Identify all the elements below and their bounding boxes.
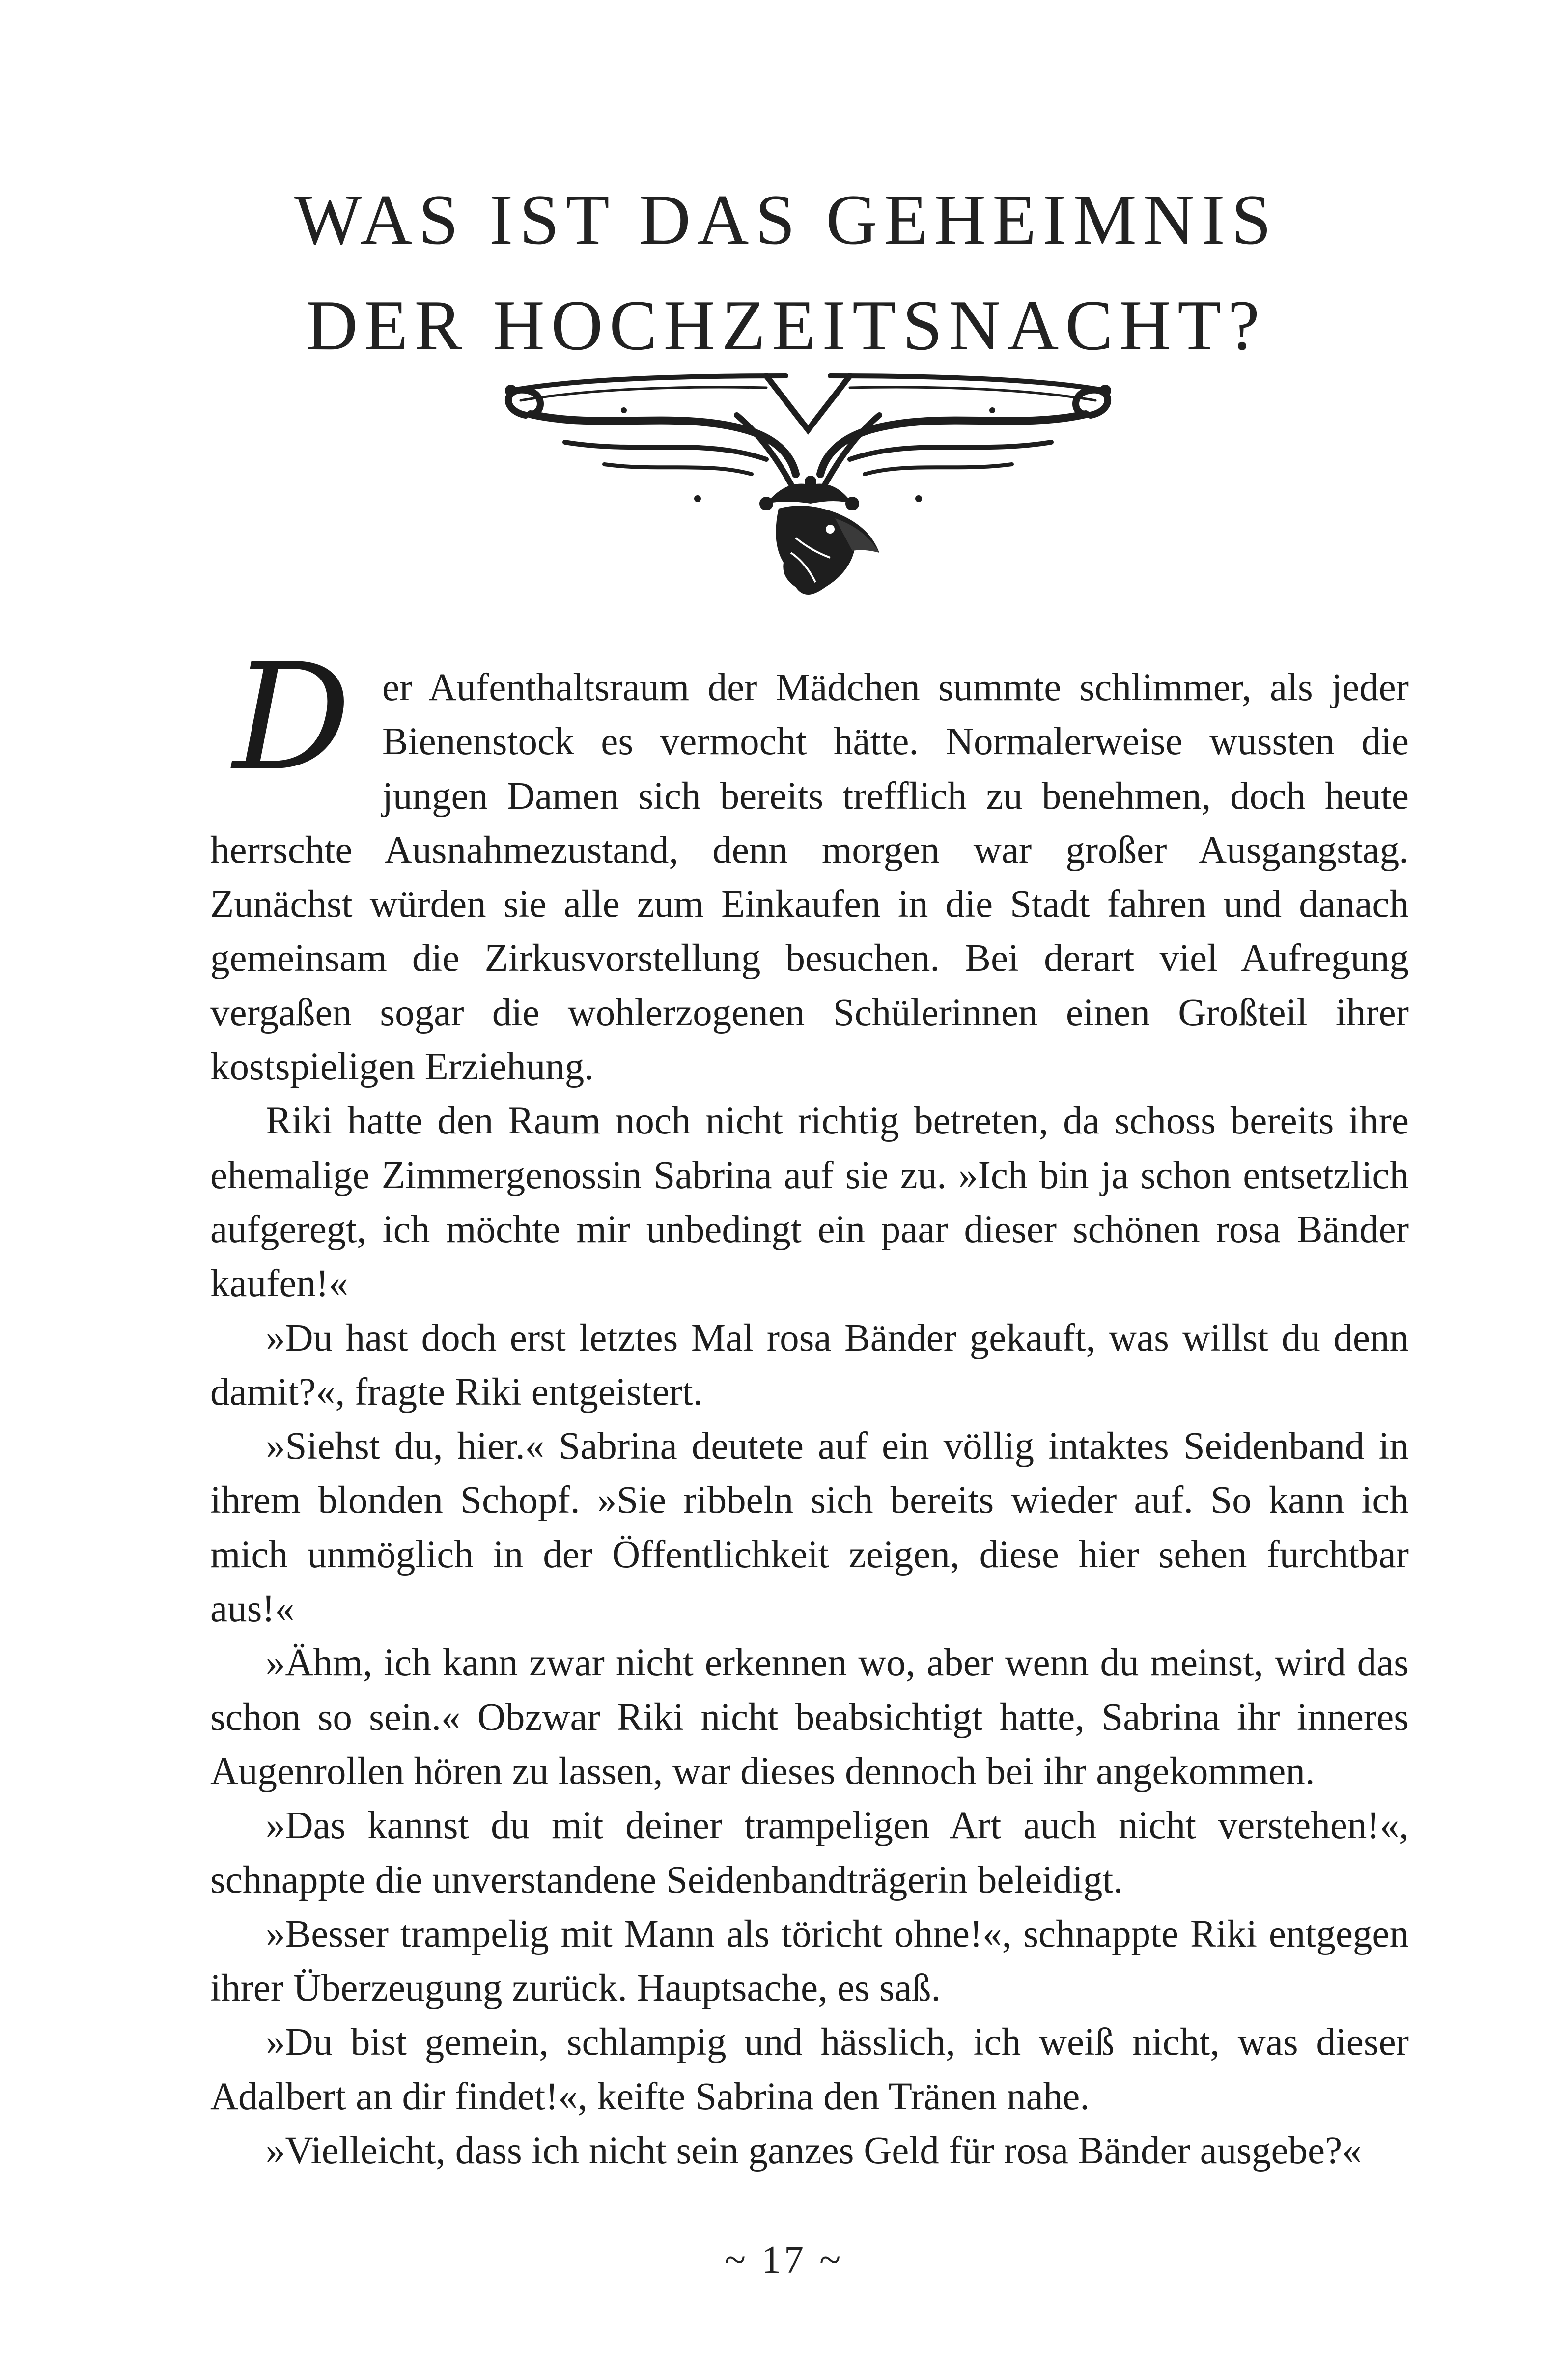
body-text <box>210 632 1409 2178</box>
chapter-title <box>206 167 1366 378</box>
drop-cap: D <box>232 632 351 803</box>
paragraph: Riki hatte den Raum noch nicht richtig betreten, da schoss bereits ihre ehemalige Zimmergenossin Sabrina auf sie zu. »Ich bin ja schon entsetzlich aufgeregt, ich möchte mir unbedingt ein paar dieser schönen rosa Bänder kaufen!« <box>210 1100 1409 1305</box>
paragraph: »Vielleicht, dass ich nicht sein ganzes Geld für rosa Bänder ausgebe?« <box>266 2129 1362 2173</box>
paragraph: »Besser trampelig mit Mann als töricht ohne!«, schnappte Riki entgegen ihrer Überzeugung zurück. Hauptsache, es saß. <box>210 1912 1409 2010</box>
paragraph: »Ähm, ich kann zwar nicht erkennen wo, aber wenn du meinst, wird das schon so sein.« Obzwar Riki nicht beabsichtigt hatte, Sabrina ihr inneres Augenrollen hören zu lassen, war dieses dennoch bei ihr angekommen. <box>210 1642 1409 1793</box>
chapter-title-line-2: DER HOCHZEITSNACHT? <box>306 285 1266 365</box>
page-number: ~ 17 ~ <box>724 2238 844 2282</box>
paragraph: »Du hast doch erst letztes Mal rosa Bänder gekauft, was willst du denn damit?«, fragte Riki entgeistert. <box>210 1316 1409 1414</box>
paragraph: »Siehst du, hier.« Sabrina deutete auf ein völlig intaktes Seidenband in ihrem blonden Schopf. »Sie ribbeln sich bereits wieder auf. So kann ich mich unmöglich in der Öffentlichkeit zeigen, diese hier sehen furchtbar aus!« <box>210 1425 1409 1631</box>
chapter-title-line-1: WAS IST DAS GEHEIMNIS <box>294 180 1278 259</box>
paragraph: »Das kannst du mit deiner trampeligen Art auch nicht verstehen!«, schnappte die unverstandene Seidenbandträgerin beleidigt. <box>210 1804 1409 1901</box>
paragraph: »Du bist gemein, schlampig und hässlich, ich weiß nicht, was dieser Adalbert an dir findet!«, keifte Sabrina den Tränen nahe. <box>210 2021 1409 2118</box>
eagle-jester-ornament-icon <box>491 356 1125 607</box>
paragraph-text: er Aufenthaltsraum der Mädchen summte schlimmer, als jeder Bienenstock es vermocht hätte. Normalerweise wussten die jungen Damen sich bereits trefflich zu benehmen, doch heute herrschte Ausnahmezustand, denn morgen war großer Ausgangstag. Zunächst würden sie alle zum Einkaufen in die Stadt fahren und danach gemeinsam die Zirkusvorstellung besuchen. Bei derart viel Aufregung vergaßen sogar die wohlerzogenen Schülerinnen einen Großteil ihrer kostspieligen Erziehung. <box>210 666 1409 1089</box>
paragraph <box>210 632 1409 1094</box>
